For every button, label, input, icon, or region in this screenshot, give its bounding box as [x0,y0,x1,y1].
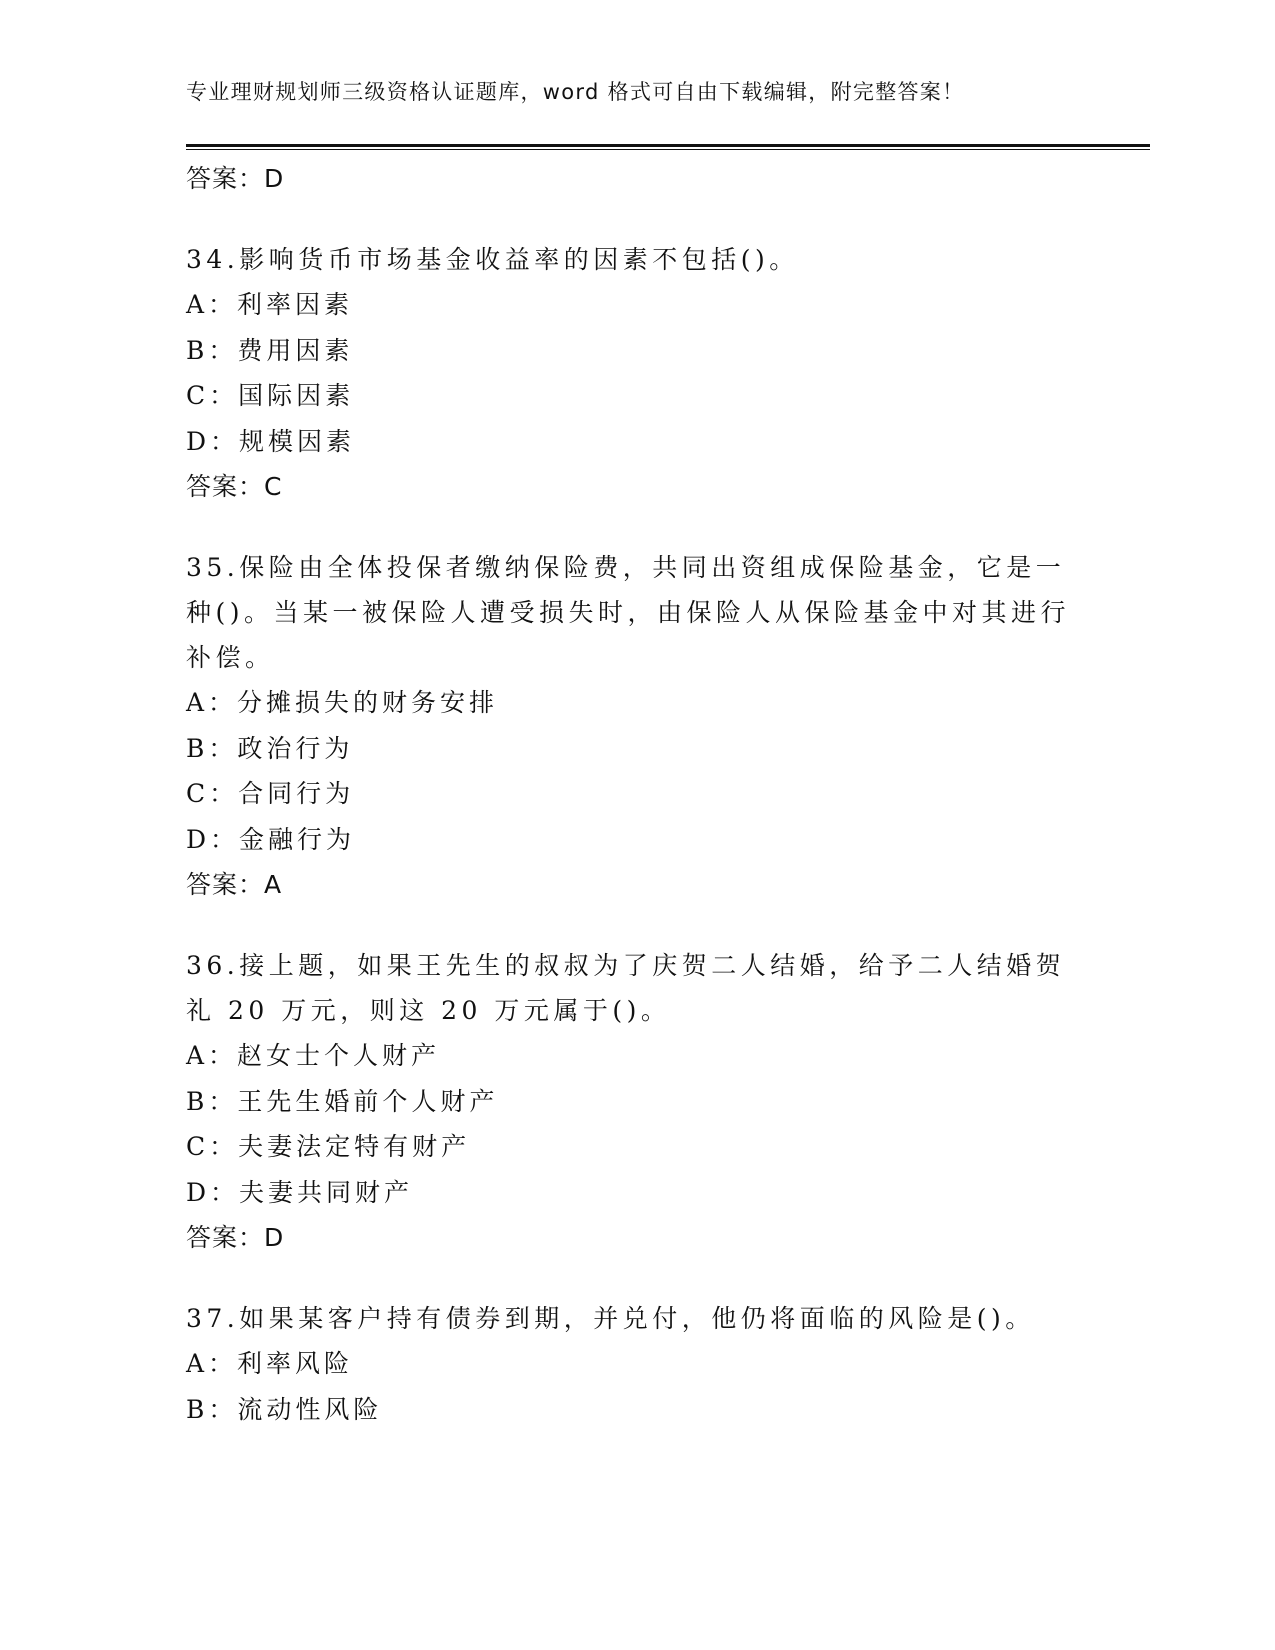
spacer [186,202,1086,237]
option-a: A：赵女士个人财产 [186,1041,441,1070]
option-c: C：国际因素 [186,381,355,410]
option-d: D：夫妻共同财产 [186,1177,414,1207]
option-d: D：金融行为 [186,824,356,854]
question-stem: 34.影响货币市场基金收益率的因素不包括()。 [186,245,799,274]
option-b: B：王先生婚前个人财产 [186,1086,499,1116]
option-a: A：利率因素 [186,290,354,319]
question-34 [186,237,1086,510]
question-36 [186,943,1086,1261]
question-content [186,156,1086,1432]
option-a: A：分摊损失的财务安排 [186,688,499,717]
option-c: C：夫妻法定特有财产 [186,1132,471,1161]
option-b: B：政治行为 [186,733,354,763]
question-35 [186,545,1086,908]
spacer [186,1261,1086,1296]
option-b: B：流动性风险 [186,1394,383,1424]
spacer [186,510,1086,545]
answer-line: 答案：A [186,870,283,899]
page-header: 专业理财规划师三级资格认证题库，word 格式可自由下载编辑，附完整答案！ [186,80,965,104]
question-stem: 37.如果某客户持有债券到期，并兑付，他仍将面临的风险是()。 [186,1304,1035,1333]
answer-line: 答案：D [186,164,285,193]
option-c: C：合同行为 [186,779,355,808]
question-stem: 36.接上题，如果王先生的叔叔为了庆贺二人结婚，给予二人结婚贺礼 20 万元，则这 20 万元属于()。 [186,951,1066,1025]
option-d: D：规模因素 [186,426,356,456]
header-divider [186,144,1150,150]
question-37 [186,1296,1086,1432]
option-b: B：费用因素 [186,335,354,365]
answer-line: 答案：D [186,1223,285,1252]
spacer [186,908,1086,943]
option-a: A：利率风险 [186,1349,354,1378]
question-stem: 35.保险由全体投保者缴纳保险费，共同出资组成保险基金，它是一种()。当某一被保险人遭受损失时，由保险人从保险基金中对其进行补偿。 [186,553,1071,672]
answer-line: 答案：C [186,472,283,501]
